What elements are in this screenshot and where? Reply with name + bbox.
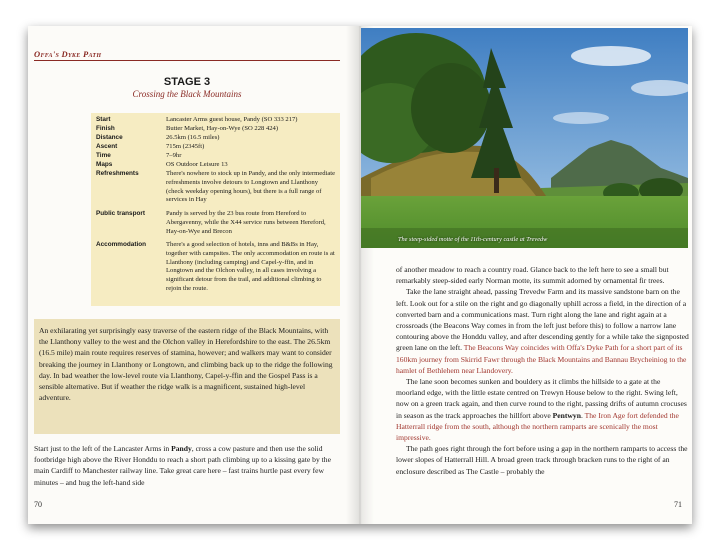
left-body-paragraph bbox=[34, 443, 340, 488]
info-value: Butter Market, Hay-on-Wye (SO 228 424) bbox=[166, 125, 279, 132]
right-paragraph-4: The path goes right through the fort before using a gap in the northern ramparts to access the lower slopes of Hatterrall Hill. A broad green track through bracken runs to the right of an enclosure described as The Castle – probably the bbox=[396, 444, 688, 476]
info-value: Pandy is served by the 23 bus route from Hereford to Abergavenny, while the X44 service runs between Hereford, Hay-on-Wye and Brecon bbox=[166, 210, 326, 235]
highlight-note: The Beacons Way coincides with Offa's Dyke Path for a short part of its 160km journey from Skirrid Fawr through the Black Mountains and Bannau Brycheiniog to the hamlet of Bethlehem near Llandovery. bbox=[396, 343, 687, 375]
info-value: 26.5km (16.5 miles) bbox=[166, 134, 220, 141]
highlight-note: The Iron Age fort defended the Hatterrall ridge from the south, although the northern ramparts are scenically the most impressive. bbox=[396, 410, 679, 443]
page-number-left: 70 bbox=[34, 500, 42, 509]
info-key: Accommodation bbox=[96, 241, 147, 248]
body-text: , cross a cow pasture and then use the solid footbridge high above the River Honddu to reach a short path climbing up to a kissing gate by the main Cardiff to Manchester railway line. Take great care here – fast trains hurtle past every few minutes – and hug the left-hand side bbox=[34, 444, 331, 487]
info-value: 715m (2345ft) bbox=[166, 143, 205, 150]
info-key: Finish bbox=[96, 125, 115, 132]
info-value: There's a good selection of hotels, inns and B&Bs in Hay, together with campsites. The only accommodation en route is at Llanthony (including camping) and Capel-y-ffin, and in Longtown and the Olchon valley, in all cases involving a significant detour from the trail, and additional climbing to rejoin the route. bbox=[166, 241, 335, 292]
place-name-bold: Pentwyn bbox=[552, 410, 581, 420]
book-spread bbox=[28, 26, 692, 524]
running-header: Offa's Dyke Path bbox=[34, 49, 102, 59]
right-paragraph-1: of another meadow to reach a country road. Glance back to the left here to see a small but remarkably steep-sided early Norman motte, its summit adorned by ornamental fir trees. bbox=[396, 265, 669, 286]
body-text: The lane soon becomes sunken and bouldery as it climbs the hillside to a gate at the moorland edge, with the little estate centred on Trewyn House below to the right. Swing left, now on a green track again, and then curve round to the right, passing drifts of autumn crocuses in season as the track approaches the hillfort above bbox=[396, 377, 687, 420]
info-key: Start bbox=[96, 116, 111, 123]
body-text: . bbox=[580, 410, 585, 420]
info-value: OS Outdoor Leisure 13 bbox=[166, 161, 228, 168]
info-key: Public transport bbox=[96, 210, 146, 217]
info-key: Maps bbox=[96, 161, 113, 168]
info-value: Lancaster Arms guest house, Pandy (SO 333 217) bbox=[166, 116, 298, 123]
body-text: Take the lane straight ahead, passing Trevedw Farm and its massive sandstone barn on the left. Look out for a stile on the right and go diagonally uphill across a field, in the direction of a converted barn and a communications mast. Turn right along the lane and right again at a crossroads (the Beacons Way comes in from the left just before this) to follow a narrow lane contouring above the Honddu valley, and after descending gently for a while take the signposted green lane on the left. bbox=[396, 287, 689, 353]
photo-castle-motte bbox=[361, 28, 688, 248]
page-number-right: 71 bbox=[674, 500, 682, 509]
right-body-text bbox=[396, 264, 690, 477]
info-key: Ascent bbox=[96, 143, 118, 150]
info-key: Refreshments bbox=[96, 170, 139, 177]
stage-title: STAGE 3 bbox=[163, 76, 211, 88]
info-key: Distance bbox=[96, 134, 123, 141]
route-info-box bbox=[91, 113, 340, 306]
info-value: 7–9hr bbox=[166, 152, 182, 159]
right-paragraph-2 bbox=[396, 286, 690, 376]
stage-summary-text: An exhilarating yet surprisingly easy traverse of the eastern ridge of the Black Mountains, with the Llanthony valley to the west and the Olchon valley in Herefordshire to the east. The 26.5km (16.5 mile) main route requires reserves of stamina, however; and walkers may want to consider breaking the journey in Llanthony or Longtown, and climbing back up to the ridge the following day. In bad weather the low-level route via Llanthony, Capel-y-ffin and the Gospel Pass is a sensible alternative. But if weather the ridge walk is a magnificent, sustained high-level adventure. bbox=[39, 326, 333, 403]
header-rule bbox=[34, 60, 340, 61]
info-value: There's nowhere to stock up in Pandy, and the only intermediate refreshments involve detours to Longtown and Llanthony (check weekday opening hours), but there is a full range of services in Hay bbox=[166, 170, 336, 204]
stage-subtitle: Crossing the Black Mountains bbox=[132, 89, 242, 99]
body-text: Start just to the left of the Lancaster Arms in bbox=[34, 444, 172, 453]
stage-summary-box bbox=[34, 319, 340, 434]
info-key: Time bbox=[96, 152, 111, 159]
place-name-bold: Pandy bbox=[171, 444, 192, 453]
right-paragraph-3 bbox=[396, 376, 690, 443]
photo-illustration bbox=[361, 28, 688, 248]
photo-caption: The steep-sided motte of the 11th-century castle at Trevedw bbox=[398, 236, 548, 243]
